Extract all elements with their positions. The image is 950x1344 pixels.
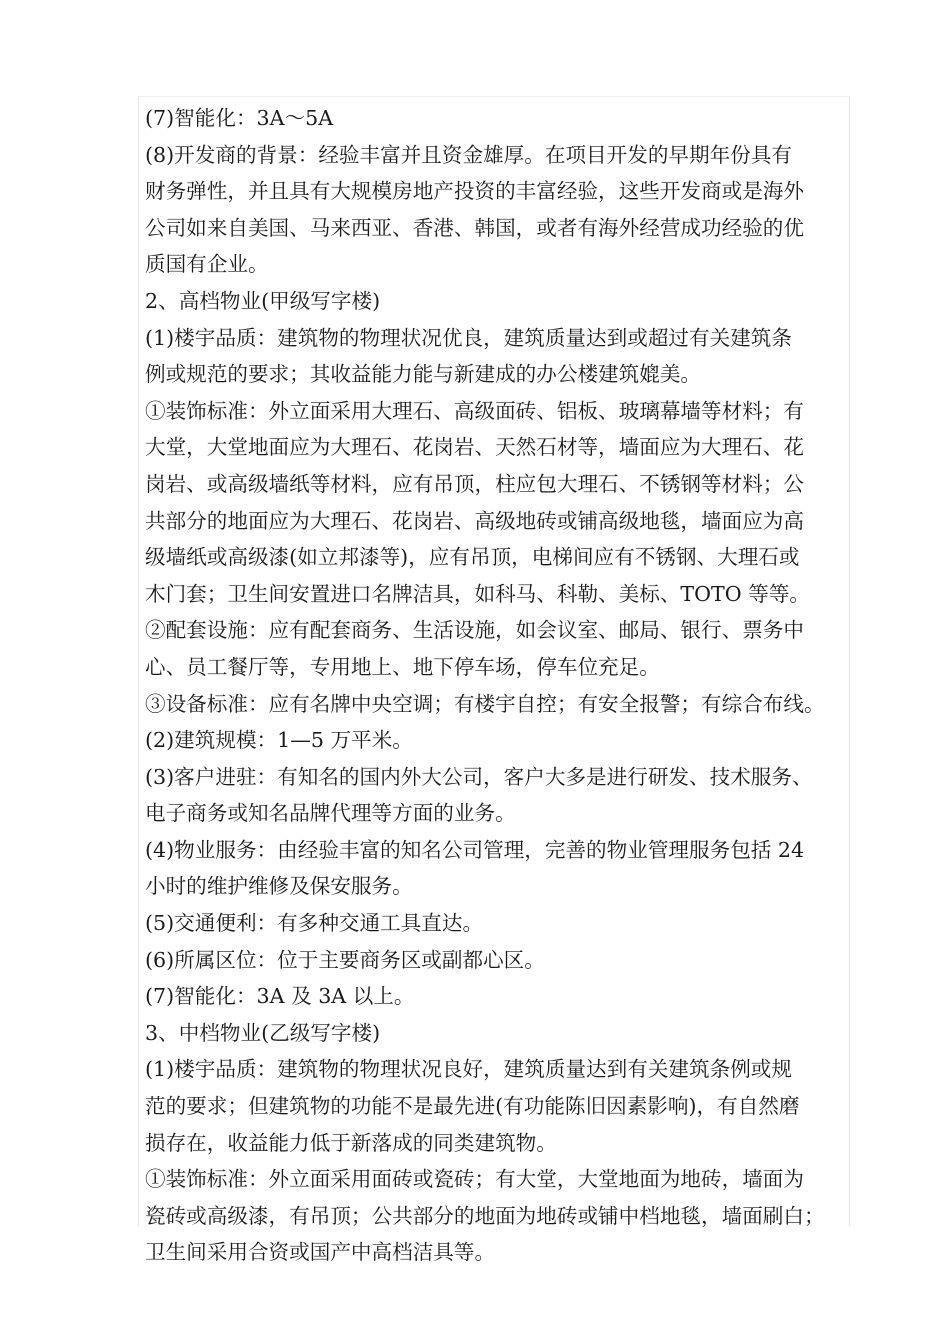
section-heading: 2、高档物业(甲级写字楼) bbox=[145, 288, 381, 313]
text-line: (7)智能化：3A 及 3A 以上。 bbox=[145, 984, 415, 1009]
text-line: 心、员工餐厅等，专用地上、地下停车场，停车位充足。 bbox=[145, 654, 660, 679]
text-line: (1)楼宇品质：建筑物的物理状况良好，建筑质量达到有关建筑条例或规 bbox=[145, 1057, 792, 1082]
text-line: (5)交通便利：有多种交通工具直达。 bbox=[145, 911, 484, 936]
text-line: 电子商务或知名品牌代理等方面的业务。 bbox=[145, 801, 516, 826]
text-line: 瓷砖或高级漆，有吊顶；公共部分的地面为地砖或铺中档地毯，墙面刷白； bbox=[145, 1203, 825, 1228]
text-line: 木门套；卫生间安置进口名牌洁具，如科马、科勒、美标、TOTO 等等。 bbox=[145, 581, 811, 606]
text-line: (3)客户进驻：有知名的国内外大公司，客户大多是进行研发、技术服务、 bbox=[145, 764, 813, 789]
text-line: (2)建筑规模：1—5 万平米。 bbox=[145, 728, 413, 753]
text-line: 质国有企业。 bbox=[145, 252, 269, 277]
text-line: 范的要求；但建筑物的功能不是最先进(有功能陈旧因素影响)，有自然磨 bbox=[145, 1094, 800, 1119]
text-line: 例或规范的要求；其收益能力能与新建成的办公楼建筑媲美。 bbox=[145, 362, 702, 387]
text-line: 级墙纸或高级漆(如立邦漆等)，应有吊顶，电梯间应有不锈钢、大理石或 bbox=[145, 545, 800, 570]
document-body bbox=[145, 100, 857, 1271]
text-line: ①装饰标准：外立面采用面砖或瓷砖；有大堂，大堂地面为地砖，墙面为 bbox=[145, 1167, 804, 1192]
text-line: 公司如来自美国、马来西亚、香港、韩国，或者有海外经营成功经验的优 bbox=[145, 215, 804, 240]
text-line: (8)开发商的背景：经验丰富并且资金雄厚。在项目开发的早期年份具有 bbox=[145, 142, 792, 167]
text-line: (1)楼宇品质：建筑物的物理状况优良，建筑质量达到或超过有关建筑条 bbox=[145, 325, 792, 350]
text-line: 损存在，收益能力低于新落成的同类建筑物。 bbox=[145, 1130, 557, 1155]
text-line: ②配套设施：应有配套商务、生活设施，如会议室、邮局、银行、票务中 bbox=[145, 618, 804, 643]
text-line: 卫生间采用合资或国产中高档洁具等。 bbox=[145, 1240, 496, 1265]
text-line: ①装饰标准：外立面采用大理石、高级面砖、铝板、玻璃幕墙等材料；有 bbox=[145, 398, 804, 423]
text-line: 岗岩、或高级墙纸等材料，应有吊顶，柱应包大理石、不锈钢等材料；公 bbox=[145, 471, 804, 496]
text-line: (7)智能化：3A～5A bbox=[145, 106, 334, 130]
text-line: (4)物业服务：由经验丰富的知名公司管理，完善的物业管理服务包括 24 bbox=[145, 837, 805, 862]
section-heading: 3、中档物业(乙级写字楼) bbox=[145, 1020, 381, 1045]
text-line: 财务弹性，并且具有大规模房地产投资的丰富经验，这些开发商或是海外 bbox=[145, 179, 804, 204]
text-line: 小时的维护维修及保安服务。 bbox=[145, 874, 413, 899]
text-line: ③设备标准：应有名牌中央空调；有楼宇自控；有安全报警；有综合布线。 bbox=[145, 691, 825, 716]
text-line: (6)所属区位：位于主要商务区或副都心区。 bbox=[145, 947, 545, 972]
text-line: 共部分的地面应为大理石、花岗岩、高级地砖或铺高级地毯，墙面应为高 bbox=[145, 508, 804, 533]
text-line: 大堂，大堂地面应为大理石、花岗岩、天然石材等，墙面应为大理石、花 bbox=[145, 435, 804, 460]
